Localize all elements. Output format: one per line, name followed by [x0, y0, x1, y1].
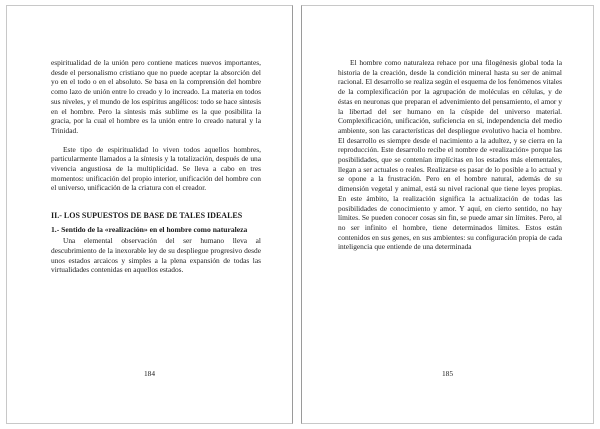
left-paragraph-2: Este tipo de espiritualidad lo viven todos aquellos hombres, particularmente llamados a la síntesis y la totalización, después de una vivencia angustiosa de la multiplicidad. Se lleva a cabo en tres momentos: unificación del propio interior, unificación del hombre con el universo, unificación de la criatura con el creador. [51, 144, 261, 193]
left-page [6, 5, 293, 424]
right-page-text [338, 58, 562, 252]
left-paragraph-3: Una elemental observación del ser humano lleva al descubrimiento de la inexorable ley de su despliegue progresivo desde unos estados arcaicos y simples a la plena expansión de todas las virtualidades contenidas en aquellos estados. [51, 236, 261, 275]
left-page-text [51, 58, 261, 275]
right-page [301, 5, 594, 424]
right-page-number: 185 [441, 369, 454, 378]
left-paragraph-1: espiritualidad de la unión pero contiene matices nuevos importantes, desde el personalismo cristiano que no puede aceptar la absorción del yo en el todo o en el absoluto. Se basa en la comprensión del hombre como lazo de unión entre lo creado y lo increado. La materia en todos sus niveles, y el mundo de los espíritus angélicos: todo se hace síntesis en el hombre. Pero la síntesis más sublime es la que posibilita la gracia, por la cual el hombre es la unión entre lo creado natural y la Trinidad. [51, 58, 261, 135]
left-page-number: 184 [143, 369, 156, 378]
right-paragraph-1: El hombre como naturaleza rehace por una filogénesis global toda la historia de la creación, desde la condición mineral hasta su ser de animal racional. El desarrollo se realiza según el esquema de los fenómenos vitales de la complexificación por la agrupación de moléculas en células, y de éstas en neuronas que preparan el advenimiento del pensamiento, el amor y la libertad del ser humano en la cúspide del universo material. Complexificación, unificación, suficiencia en sí, independencia del medio ambiente, son las características del despliegue evolutivo hacia el hombre. El desarrollo es siempre desde el nacimiento a la adultez, y se cierra en la reproducción. Este desarrollo recibe el nombre de «realización» porque las posibilidades, que se contenían implícitas en los estados más elementales, llegan a ser actuales o reales. Realizarse es pasar de lo posible a lo actual y se opone a la frustración. Pero en el hombre natural, además de su dimensión vegetal y animal, está su nivel racional que tiene leyes propias. En este ámbito, la realización significa la actualización de todas las posibilidades de conocimiento y amor. Y aquí, en cierto sentido, no hay límites. Se pueden conocer cosas sin fin, se puede amar sin límites. Pero, al no ser infinito el hombre, tiene determinados límites. Estos están contenidos en sus genes, en sus ambientes: su configuración propia de cada inteligencia que entiende de una determinada [338, 58, 562, 252]
section-heading: II.- LOS SUPUESTOS DE BASE DE TALES IDEALES [51, 211, 243, 221]
subsection-heading: 1.- Sentido de la «realización» en el hombre como naturaleza [51, 224, 248, 234]
